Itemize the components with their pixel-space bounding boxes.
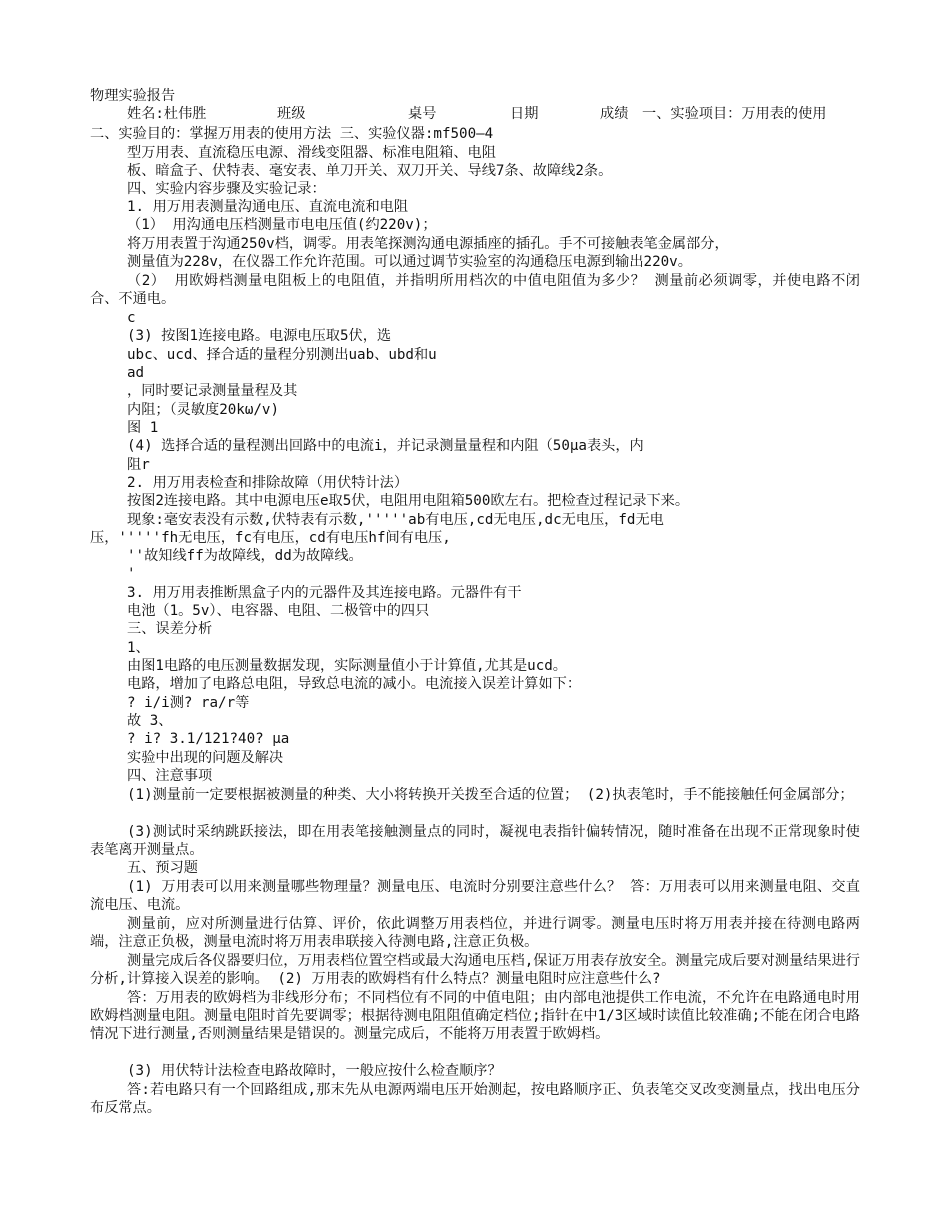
report-title: 物理实验报告 bbox=[90, 88, 176, 104]
text-line: (4) 选择合适的量程测出回路中的电流i，并记录测量量程和内阻（50μa表头，内 bbox=[127, 438, 644, 454]
paragraph-ohm: （2） 用欧姆档测量电阻板上的电阻值，并指明所用档次的中值电阻值为多少？ 测量前必须调零，并使电路不闭合、不通电。 bbox=[90, 273, 860, 307]
formula-line: ? i? 3.1/121?40? μa bbox=[127, 731, 290, 747]
text-line: 二、实验目的：掌握万用表的使用方法 三、实验仪器:mf500—4 bbox=[90, 126, 494, 142]
text-line: 现象:毫安表没有示数,伏特表有示数,'''''ab有电压,cd无电压,dc无电压，fd无电 bbox=[127, 512, 664, 528]
note-1: (1)测量前一定要根据被测量的种类、大小将转换开关拨至合适的位置； (2)执表笔时，手不能接触任何金属部分； bbox=[127, 787, 854, 803]
text-line: 电池（1。5v）、电容器、电阻、二极管中的四只 bbox=[127, 603, 430, 619]
answer-2: 答：万用表的欧姆档为非线形分布；不同档位有不同的中值电阻；由内部电池提供工作电流，不允许在电路通电时用欧姆档测量电阻。测量电阻时首先要调零；根据待测电阻阻值确定档位;指针在中1/3区域时读值比较准确;不能在闭合电路情况下进行测量,否则测量结果是错误的。测量完成后，不能将万用表置于欧姆档。 bbox=[90, 990, 860, 1042]
text-line: ' bbox=[127, 566, 136, 582]
section-heading: 三、误差分析 bbox=[127, 621, 213, 637]
text-line: c bbox=[127, 310, 136, 326]
text-line: （1） 用沟通电压档测量市电电压值(约220v)； bbox=[127, 217, 437, 233]
class-label: 班级 bbox=[277, 106, 306, 122]
experiment-item: 一、实验项目：万用表的使用 bbox=[642, 106, 827, 122]
section-heading: 四、注意事项 bbox=[127, 768, 213, 784]
note-3: (3)测试时采纳跳跃接法，即在用表笔接触测量点的同时，凝视电表指针偏转情况，随时准备在出现不正常现象时使表笔离开测量点。 bbox=[90, 824, 860, 858]
text-line: 电路，增加了电路总电阻，导致总电流的减小。电流接入误差计算如下： bbox=[127, 676, 582, 692]
text-line: 1. 用万用表测量沟通电压、直流电流和电阻 bbox=[127, 199, 409, 215]
text-line: 由图1电路的电压测量数据发现，实际测量值小于计算值,尤其是ucd。 bbox=[127, 658, 567, 674]
answer-1: 测量前，应对所测量进行估算、评价，依此调整万用表档位，并进行调零。测量电压时将万用表并接在待测电路两端，注意正负极，测量电流时将万用表串联接入待测电路,注意正负极。 bbox=[90, 916, 860, 950]
text-line: 板、暗盒子、伏特表、毫安表、单刀开关、双刀开关、导线7条、故障线2条。 bbox=[127, 163, 613, 179]
question-1: (1) 万用表可以用来测量哪些物理量？测量电压、电流时分别要注意些什么？ 答：万用表可以用来测量电阻、交直流电压、电流。 bbox=[90, 879, 860, 913]
text-line: ，同时要记录测量量程及其 bbox=[127, 383, 298, 399]
question-3: (3) 用伏特计法检查电路故障时，一般应按什么检查顺序？ bbox=[127, 1063, 502, 1079]
text-line: 阻r bbox=[127, 457, 150, 473]
desk-label: 桌号 bbox=[408, 106, 437, 122]
section-heading: 五、预习题 bbox=[127, 860, 198, 876]
date-label: 日期 bbox=[510, 106, 539, 122]
text-line: ''故知线ff为故障线，dd为故障线。 bbox=[127, 548, 363, 564]
text-line: 型万用表、直流稳压电源、滑线变阻器、标准电阻箱、电阻 bbox=[127, 145, 496, 161]
text-line: 3. 用万用表推断黑盒子内的元器件及其连接电路。元器件有干 bbox=[127, 585, 522, 601]
answer-3: 答:若电路只有一个回路组成,那末先从电源两端电压开始测起，按电路顺序正、负表笔交叉改变测量点，找出电压分布反常点。 bbox=[90, 1082, 860, 1116]
text-line: 将万用表置于沟通250v档，调零。用表笔探测沟通电源插座的插孔。手不可接触表笔金属部分， bbox=[127, 236, 729, 252]
formula-line: ? i/i测? ra/r等 bbox=[127, 695, 250, 711]
section-heading: 四、实验内容步骤及实验记录： bbox=[127, 181, 326, 197]
text-line: 实验中出现的问题及解决 bbox=[127, 750, 284, 766]
text-line: ubc、ucd、择合适的量程分别测出uab、ubd和u bbox=[127, 347, 437, 363]
text-line: 内阻；（灵敏度20kω/v) bbox=[127, 402, 280, 418]
text-line: 故 3、 bbox=[127, 713, 173, 729]
answer-1b: 测量完成后各仪器要归位，万用表档位置空档或最大沟通电压档,保证万用表存放安全。测量完成后要对测量结果进行分析,计算接入误差的影响。 (2) 万用表的欧姆档有什么特点？测量电阻时应注意些什么? bbox=[90, 953, 860, 987]
text-line: 2. 用万用表检查和排除故障（用伏特计法） bbox=[127, 475, 409, 491]
text-line: 1、 bbox=[127, 640, 150, 656]
text-line: (3) 按图1连接电路。电源电压取5伏，选 bbox=[127, 328, 392, 344]
text-line: 按图2连接电路。其中电源电压e取5伏，电阻用电阻箱500欧左右。把检查过程记录下来。 bbox=[127, 493, 690, 509]
score-label: 成绩 bbox=[600, 106, 629, 122]
student-name: 姓名:杜伟胜 bbox=[127, 106, 207, 122]
text-line: ad bbox=[127, 365, 145, 381]
text-line: 压，'''''fh无电压，fc有电压，cd有电压hf间有电压, bbox=[90, 530, 451, 546]
figure-caption: 图 1 bbox=[127, 420, 159, 436]
text-line: 测量值为228v，在仪器工作允许范围。可以通过调节实验室的沟通稳压电源到输出220v。 bbox=[127, 254, 692, 270]
